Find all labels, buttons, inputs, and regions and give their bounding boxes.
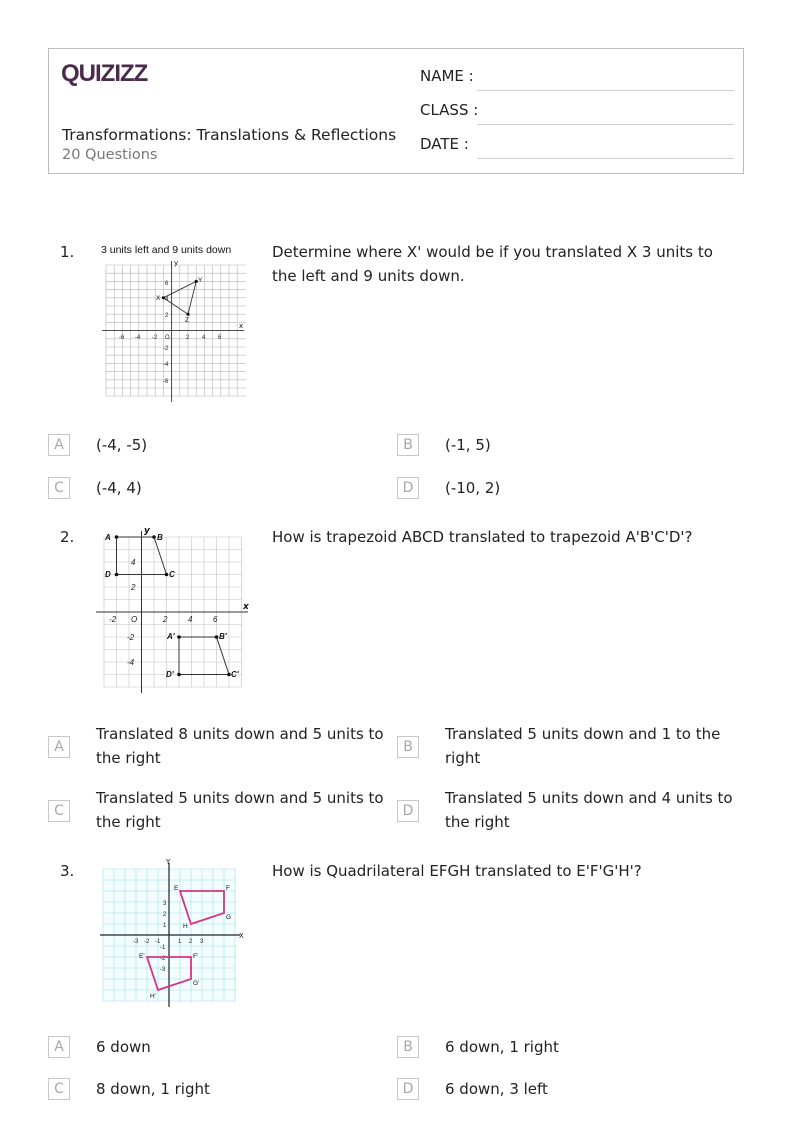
point-label: H [183, 923, 188, 930]
point-b [152, 535, 156, 539]
point-label: C' [231, 670, 239, 679]
option-letter: C [48, 1078, 70, 1100]
x-axis-label: X [239, 932, 244, 940]
quizizz-logo-icon [61, 59, 161, 87]
option-text: 6 down [96, 1038, 151, 1056]
question-number: 3. [60, 862, 75, 880]
x-tick-label: 2 [186, 335, 190, 341]
option-text: (-4, 4) [96, 479, 142, 497]
option-letter: A [48, 736, 70, 758]
x-tick-label: O [131, 615, 138, 624]
name-field[interactable] [420, 67, 734, 91]
question-2-figure [96, 525, 256, 699]
coordinate-grid-figure [96, 859, 256, 1009]
option-letter: A [48, 434, 70, 456]
option-text: (-1, 5) [445, 436, 491, 454]
y-tick-label: -4 [127, 658, 135, 667]
point-label: G [226, 914, 232, 921]
point-label: E [174, 885, 179, 892]
x-axis-label: x [239, 322, 244, 330]
x-tick-label: 2 [163, 615, 168, 624]
option-text: 8 down, 1 right [96, 1080, 210, 1098]
x-tick-label: -3 [133, 939, 139, 945]
y-tick-label: 2 [163, 912, 167, 918]
point-label: C [169, 570, 175, 579]
option-text: (-4, -5) [96, 436, 148, 454]
y-tick-label: -2 [160, 956, 166, 962]
point-label: D [105, 570, 111, 579]
option-letter: A [48, 1036, 70, 1058]
option-letter: B [397, 736, 419, 758]
point-a-prime [177, 635, 181, 639]
class-field[interactable] [420, 101, 734, 125]
y-axis-label: y [144, 526, 150, 536]
class-label: CLASS : [420, 101, 479, 119]
worksheet-header [48, 48, 744, 174]
y-tick-label: 3 [163, 901, 167, 907]
question-number: 2. [60, 528, 75, 546]
coordinate-grid-figure [96, 240, 256, 405]
question-count: 20 Questions [62, 147, 158, 163]
option-text: 6 down, 3 left [445, 1080, 548, 1098]
y-tick-label: -2 [127, 633, 135, 642]
x-axis-label: x [243, 602, 249, 612]
question-text: How is Quadrilateral EFGH translated to E'F'G'H'? [272, 862, 642, 880]
x-tick-label: -4 [135, 335, 141, 341]
coordinate-grid-figure [96, 525, 256, 695]
point-label: A [105, 533, 111, 542]
y-tick-label: 2 [131, 583, 136, 592]
option-text: Translated 5 units down and 4 units to the right [445, 789, 733, 831]
option-letter: C [48, 477, 70, 499]
point-label: B [157, 533, 163, 542]
point-label: F [226, 885, 230, 892]
x-tick-label: -2 [109, 615, 117, 624]
option-text: Translated 8 units down and 5 units to the right [96, 725, 384, 767]
option-letter: B [397, 434, 419, 456]
option-text: Translated 5 units down and 5 units to the right [96, 789, 384, 831]
option-text: (-10, 2) [445, 479, 501, 497]
option-letter: D [397, 1078, 419, 1100]
x-tick-label: 1 [178, 939, 182, 945]
option-text: Translated 5 units down and 1 to the right [445, 725, 721, 767]
y-tick-label: -2 [163, 346, 169, 352]
point-label: Z [185, 317, 189, 324]
x-tick-label: O [165, 335, 170, 341]
y-tick-label: 6 [165, 281, 169, 287]
point-label: F' [193, 953, 199, 960]
y-axis-label: Y [166, 859, 171, 866]
y-axis-label: y [174, 259, 179, 267]
point-label: Y [198, 277, 203, 284]
option-letter: D [397, 477, 419, 499]
y-tick-label: 4 [165, 297, 169, 303]
y-tick-label: -1 [160, 945, 166, 951]
x-tick-label: -1 [155, 939, 161, 945]
point-label: H' [150, 993, 156, 1000]
name-label: NAME : [420, 67, 474, 85]
x-tick-label: 4 [188, 615, 193, 624]
y-tick-label: 1 [163, 923, 167, 929]
point-label: A' [167, 632, 175, 641]
date-field[interactable] [420, 135, 734, 159]
option-letter: C [48, 800, 70, 822]
y-tick-label: -4 [163, 362, 169, 368]
date-label: DATE : [420, 135, 469, 153]
x-tick-label: 2 [189, 939, 193, 945]
x-tick-label: -2 [144, 939, 150, 945]
point-x [162, 296, 165, 299]
point-b-prime [215, 635, 219, 639]
point-d [115, 573, 119, 577]
svg-text:QUIZIZZ: QUIZIZZ [61, 60, 148, 87]
point-c [165, 573, 169, 577]
name-line[interactable] [477, 90, 734, 91]
date-line[interactable] [477, 158, 734, 159]
x-tick-label: 6 [218, 335, 222, 341]
question-1-figure [96, 240, 256, 409]
question-text: Determine where X' would be if you translated X 3 units to the left and 9 units down. [272, 243, 713, 285]
y-tick-label: -6 [163, 379, 169, 385]
x-tick-label: 3 [200, 939, 204, 945]
point-a [115, 535, 119, 539]
figure-caption: 3 units left and 9 units down [101, 244, 232, 256]
y-tick-label: -3 [160, 967, 166, 973]
point-z [186, 313, 189, 316]
question-number: 1. [60, 243, 75, 261]
quizizz-logo [61, 59, 161, 91]
y-tick-label: 4 [131, 558, 136, 567]
point-label: E' [139, 953, 145, 960]
point-label: G' [193, 980, 200, 987]
question-text: How is trapezoid ABCD translated to trapezoid A'B'C'D'? [272, 528, 693, 546]
point-label: X [156, 295, 161, 302]
x-tick-label: 4 [202, 335, 206, 341]
x-tick-label: 6 [213, 615, 218, 624]
worksheet-title: Transformations: Translations & Reflections [62, 126, 397, 144]
point-label: D' [166, 670, 174, 679]
x-tick-label: -6 [119, 335, 125, 341]
option-text: 6 down, 1 right [445, 1038, 559, 1056]
y-tick-label: 2 [165, 313, 169, 319]
x-tick-label: -2 [152, 335, 158, 341]
point-d-prime [177, 673, 181, 677]
option-letter: D [397, 800, 419, 822]
point-label: B' [219, 632, 227, 641]
question-3-figure [96, 859, 256, 1013]
option-letter: B [397, 1036, 419, 1058]
class-line[interactable] [477, 124, 734, 125]
